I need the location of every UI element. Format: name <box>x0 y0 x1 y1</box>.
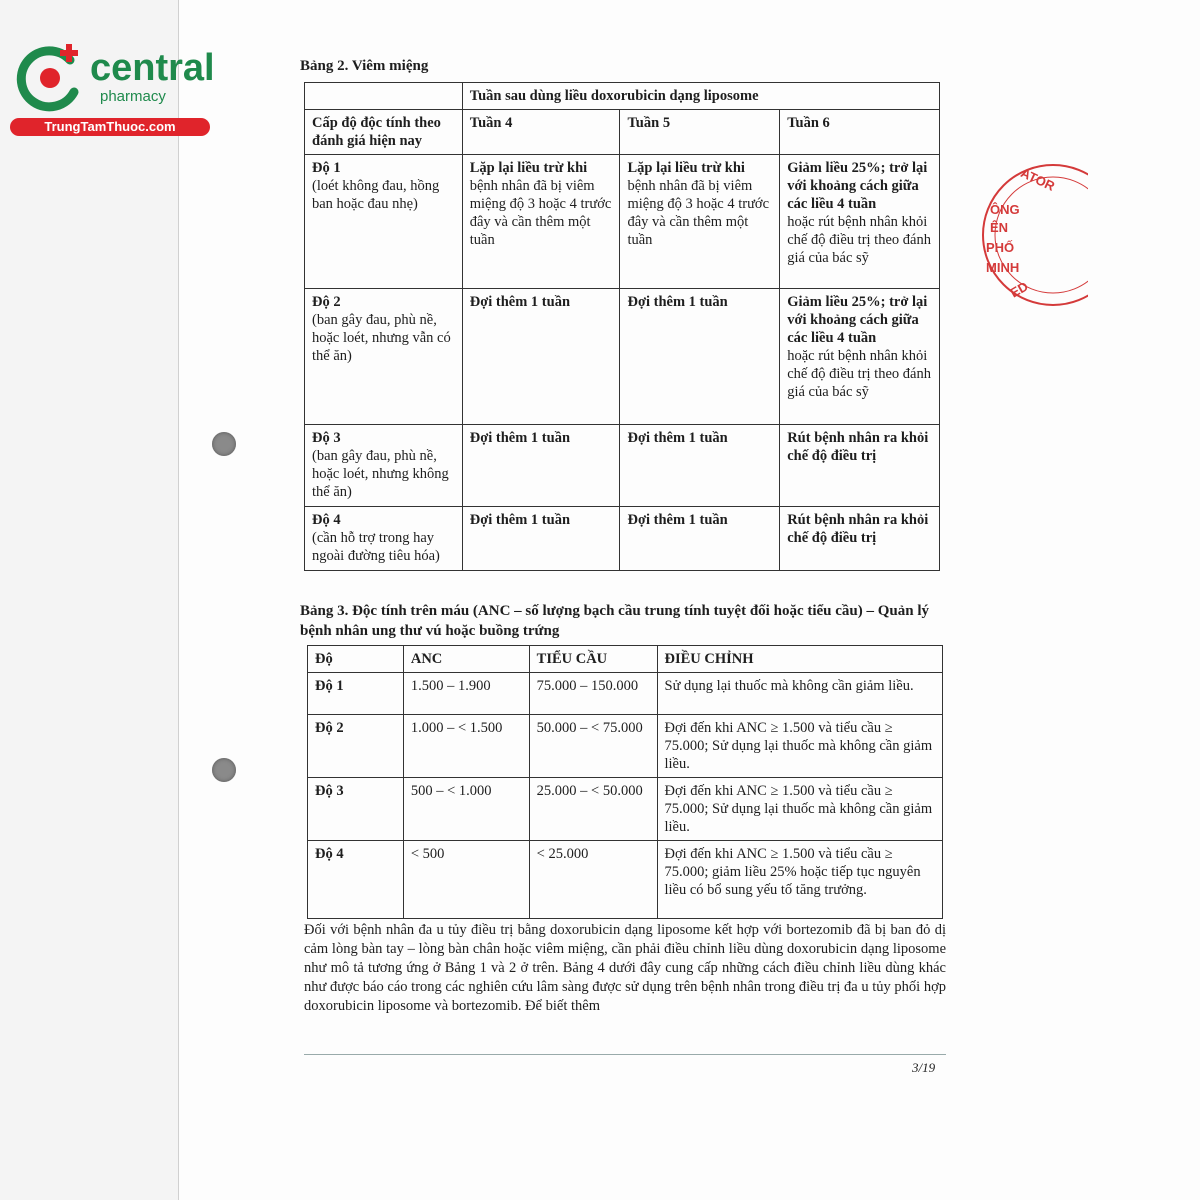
grade-description: (ban gây đau, phù nề, hoặc loét, nhưng vẫn có thể ăn) <box>312 312 451 364</box>
table-cell <box>780 425 940 507</box>
stamp-text-1: ATOR <box>1018 165 1058 194</box>
grade-label: Độ 3 <box>312 430 341 446</box>
cell-text: bệnh nhân đã bị viêm miệng độ 3 hoặc 4 trước đây và cần thêm một tuần <box>627 178 770 248</box>
grade-description: (cần hỗ trợ trong hay ngoài đường tiêu hóa) <box>312 530 440 564</box>
table2-header-cell: Tuần 4 <box>462 110 620 155</box>
table-cell <box>620 425 780 507</box>
stamp-text-2: ÔNG <box>990 202 1020 217</box>
table-cell <box>462 289 620 425</box>
table-row <box>305 110 940 155</box>
table-cell: Độ 1 <box>308 673 404 715</box>
table-row <box>308 646 943 673</box>
table-cell <box>780 507 940 571</box>
table-cell <box>305 83 463 110</box>
pharmacy-cross-icon <box>12 40 88 116</box>
table-cell: 25.000 – < 50.000 <box>529 778 657 841</box>
table2-header-cell: Cấp độ độc tính theo đánh giá hiện nay <box>305 110 463 155</box>
stamp-text-3: ÊN <box>990 220 1009 235</box>
table-cell: 1.500 – 1.900 <box>403 673 529 715</box>
table2 <box>304 82 940 571</box>
cell-bold-text: Đợi thêm 1 tuần <box>469 294 571 310</box>
punch-hole <box>212 432 236 456</box>
table-row <box>305 425 940 507</box>
table-cell <box>305 289 463 425</box>
table2-header-cell: Tuần 6 <box>780 110 940 155</box>
table2-caption: Bảng 2. Viêm miệng <box>300 58 429 74</box>
table3 <box>307 645 943 919</box>
logo-url: TrungTamThuoc.com <box>10 118 210 136</box>
footer-divider <box>304 1054 946 1055</box>
cell-bold-text: Đợi thêm 1 tuần <box>627 512 728 528</box>
grade-label: Độ 4 <box>312 512 341 528</box>
grade-description: (loét không đau, hồng ban hoặc đau nhẹ) <box>312 178 440 212</box>
table-cell: Độ 4 <box>308 841 404 919</box>
table-cell <box>462 507 620 571</box>
cell-text: bệnh nhân đã bị viêm miệng độ 3 hoặc 4 trước đây và cần thêm một tuần <box>469 178 612 248</box>
table-cell <box>305 507 463 571</box>
cell-bold-text: Đợi thêm 1 tuần <box>469 512 571 528</box>
table-row <box>308 778 943 841</box>
official-stamp <box>968 160 1088 310</box>
table3-header-cell: ĐIỀU CHỈNH <box>657 646 943 673</box>
cell-bold-text: Đợi thêm 1 tuần <box>627 430 728 446</box>
punch-hole <box>212 758 236 782</box>
table-cell: Đợi đến khi ANC ≥ 1.500 và tiểu cầu ≥ 75.000; Sử dụng lại thuốc mà không cần giảm liều. <box>657 715 943 778</box>
body-paragraph: Đối với bệnh nhân đa u tủy điều trị bằng doxorubicin dạng liposome kết hợp với bortezomib đã bị ban đỏ dị cảm lòng bàn tay – lòng bàn chân hoặc viêm miệng, cần phải điều chỉnh liều dùng doxorubicin dạng liposome như mô tả tương ứng ở Bảng 1 và 2 ở trên. Bảng 4 dưới đây cung cấp những cách điều chỉnh liều dùng khác như được báo cáo trong các nghiên cứu lâm sàng được sử dụng trên bệnh nhân trong điều trị đa u tủy phối hợp doxorubicin liposome và bortezomib. Để biết thêm <box>304 922 946 1014</box>
table-cell <box>305 155 463 289</box>
table3-header-cell: ANC <box>403 646 529 673</box>
cell-bold-text: Lặp lại liều trừ khi <box>627 160 745 176</box>
table-row <box>308 673 943 715</box>
page-number: 3/19 <box>912 1060 936 1075</box>
table-cell: Đợi đến khi ANC ≥ 1.500 và tiểu cầu ≥ 75.000; giảm liều 25% hoặc tiếp tục nguyên liều có bổ sung yếu tố tăng trưởng. <box>657 841 943 919</box>
table-cell: < 500 <box>403 841 529 919</box>
cell-text: hoặc rút bệnh nhân khỏi chế độ điều trị theo đánh giá của bác sỹ <box>787 214 931 266</box>
table-cell: 75.000 – 150.000 <box>529 673 657 715</box>
table3-caption: Bảng 3. Độc tính trên máu (ANC – số lượng bạch cầu trung tính tuyệt đối hoặc tiểu cầu) – Quản lý bệnh nhân ung thư vú hoặc buồng trứng <box>300 603 930 639</box>
table-cell: Độ 2 <box>308 715 404 778</box>
table-row <box>308 841 943 919</box>
table2-header-cell: Tuần 5 <box>620 110 780 155</box>
cell-bold-text: Giảm liều 25%; trở lại với khoảng cách giữa các liều 4 tuần <box>787 160 928 212</box>
table-cell: 50.000 – < 75.000 <box>529 715 657 778</box>
table3-header-cell: Độ <box>308 646 404 673</box>
table3-header-cell: TIỂU CẦU <box>529 646 657 673</box>
table-cell <box>462 425 620 507</box>
cell-bold-text: Đợi thêm 1 tuần <box>627 294 728 310</box>
table-row <box>305 507 940 571</box>
cell-bold-text: Giảm liều 25%; trở lại với khoảng cách giữa các liều 4 tuần <box>787 294 928 346</box>
stamp-text-4: PHỐ <box>986 240 1015 255</box>
table-cell: Sử dụng lại thuốc mà không cần giảm liều. <box>657 673 943 715</box>
grade-label: Độ 2 <box>312 294 341 310</box>
table-cell <box>620 507 780 571</box>
table-cell <box>620 155 780 289</box>
cell-bold-text: Lặp lại liều trừ khi <box>469 160 588 176</box>
grade-label: Độ 1 <box>312 160 341 176</box>
table2-super-header: Tuần sau dùng liều doxorubicin dạng liposome <box>462 83 939 110</box>
logo-name: central <box>90 47 215 89</box>
table-row <box>308 715 943 778</box>
stamp-text-5: MINH <box>986 260 1020 275</box>
table-cell <box>780 155 940 289</box>
table-cell <box>780 289 940 425</box>
central-pharmacy-logo[interactable] <box>10 40 215 140</box>
cell-bold-text: Rút bệnh nhân ra khỏi chế độ điều trị <box>787 512 929 546</box>
table-cell: Đợi đến khi ANC ≥ 1.500 và tiểu cầu ≥ 75.000; Sử dụng lại thuốc mà không cần giảm liều. <box>657 778 943 841</box>
table-cell: 1.000 – < 1.500 <box>403 715 529 778</box>
table-row <box>305 289 940 425</box>
table-cell <box>620 289 780 425</box>
table-row <box>305 155 940 289</box>
table-cell: 500 – < 1.000 <box>403 778 529 841</box>
stamp-text-6: ED <box>1007 278 1031 301</box>
table-cell <box>305 425 463 507</box>
grade-description: (ban gây đau, phù nề, hoặc loét, nhưng không thể ăn) <box>312 448 449 500</box>
cell-bold-text: Đợi thêm 1 tuần <box>469 430 571 446</box>
table-cell: < 25.000 <box>529 841 657 919</box>
cell-text: hoặc rút bệnh nhân khỏi chế độ điều trị theo đánh giá của bác sỹ <box>787 348 931 400</box>
table-cell <box>462 155 620 289</box>
table-cell: Độ 3 <box>308 778 404 841</box>
cell-bold-text: Rút bệnh nhân ra khỏi chế độ điều trị <box>787 430 929 464</box>
table-row <box>305 83 940 110</box>
logo-subtitle: pharmacy <box>100 88 166 105</box>
